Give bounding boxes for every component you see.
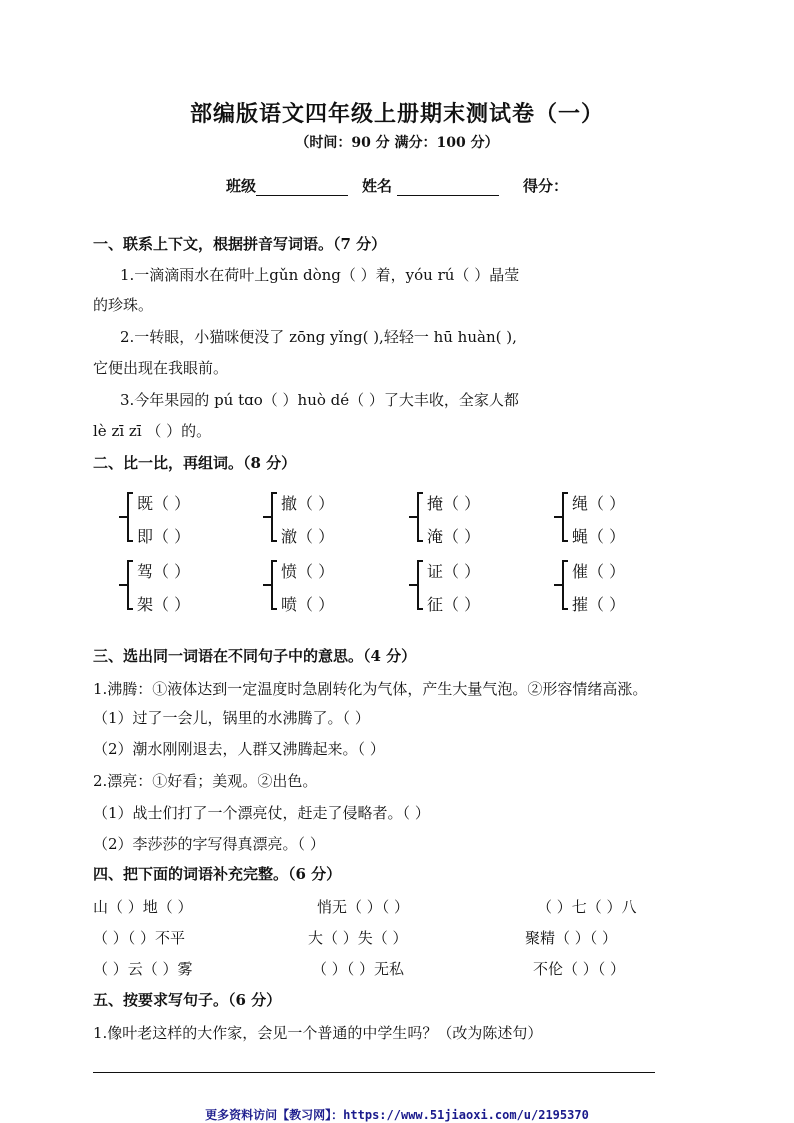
s1-q2-line1: 2.一转眼，小猫咪便没了 zōng yǐng( ),轻轻一 hū huàn( ), (120, 328, 517, 346)
compare-item: 既（ ） (137, 494, 191, 513)
section3-heading: 三、选出同一词语在不同句子中的意思。（4 分） (93, 647, 417, 665)
compare-item: 征（ ） (427, 595, 481, 614)
compare-item: 喷（ ） (281, 595, 335, 614)
section1-heading: 一、联系上下文，根据拼音写词语。（7 分） (93, 235, 387, 253)
s1-q3-line2: lè zī zī （ ）的。 (93, 422, 212, 440)
s4-item: 不伦（ ）（ ） (533, 960, 626, 978)
s1-q3-line1: 3.今年果园的 pú tɑo（ ）huò dé（ ）了大丰收，全家人都 (120, 391, 519, 409)
page-title: 部编版语文四年级上册期末测试卷（一） (189, 101, 604, 127)
score-label: 得分： (523, 177, 569, 195)
s4-item: 山（ ）地（ ） (93, 898, 193, 916)
s5-line: 1.像叶老这样的大作家，会见一个普通的中学生吗？（改为陈述句） (93, 1024, 543, 1042)
compare-item: 绳（ ） (572, 494, 626, 513)
s3-line: （2）李莎莎的字写得真漂亮。（ ） (93, 835, 325, 853)
section2-heading: 二、比一比，再组词。（8 分） (93, 454, 297, 472)
s1-q1-line1: 1.一滴滴雨水在荷叶上gǔn dòng（ ）着，yóu rú（ ）晶莹 (120, 266, 520, 284)
compare-item: 即（ ） (137, 527, 191, 546)
compare-item: 澈（ ） (281, 527, 335, 546)
class-label: 班级 (226, 177, 257, 195)
compare-item: 摧（ ） (572, 595, 626, 614)
compare-item: 催（ ） (572, 562, 626, 581)
s4-item: 大（ ）失（ ） (308, 929, 408, 947)
answer-line[interactable] (93, 1072, 655, 1073)
compare-item: 证（ ） (427, 562, 481, 581)
name-blank[interactable] (397, 179, 499, 196)
s3-line: 2.漂亮：①好看；美观。②出色。 (93, 772, 318, 790)
name-field (362, 175, 499, 196)
s3-line: （1）过了一会儿，锅里的水沸腾了。（ ） (93, 709, 370, 727)
s4-item: 聚精（ ）（ ） (525, 929, 618, 947)
compare-item: 蝇（ ） (572, 527, 626, 546)
s3-line: （1）战士们打了一个漂亮仗，赶走了侵略者。（ ） (93, 804, 430, 822)
compare-item: 淹（ ） (427, 527, 481, 546)
s3-line: 1.沸腾：①液体达到一定温度时急剧转化为气体，产生大量气泡。②形容情绪高涨。 (93, 680, 648, 698)
s4-item: （ ）（ ）无私 (312, 960, 405, 978)
s4-item: （ ）七（ ）八 (537, 898, 637, 916)
s4-item: 悄无（ ）（ ） (317, 898, 410, 916)
compare-item: 驾（ ） (137, 562, 191, 581)
footer-link[interactable]: 更多资料访问【教习网】：https://www.51jiaoxi.com/u/2195370 (205, 1108, 589, 1122)
class-blank[interactable] (256, 179, 348, 196)
compare-item: 架（ ） (137, 595, 191, 614)
s4-item: （ ）云（ ）雾 (93, 960, 193, 978)
page-subtitle: （时间：90 分 满分：100 分） (295, 135, 499, 151)
compare-item: 撤（ ） (281, 494, 335, 513)
s1-q2-line2: 它便出现在我眼前。 (93, 359, 229, 377)
section5-heading: 五、按要求写句子。（6 分） (93, 991, 282, 1009)
s1-q1-line2: 的珍珠。 (93, 296, 154, 314)
compare-item: 掩（ ） (427, 494, 481, 513)
s3-line: （2）潮水刚刚退去，人群又沸腾起来。（ ） (93, 740, 385, 758)
section4-heading: 四、把下面的词语补充完整。（6 分） (93, 865, 342, 883)
class-field (226, 175, 348, 196)
name-label: 姓名 (362, 177, 393, 195)
s4-item: （ ）（ ）不平 (93, 929, 186, 947)
compare-item: 愤（ ） (281, 562, 335, 581)
